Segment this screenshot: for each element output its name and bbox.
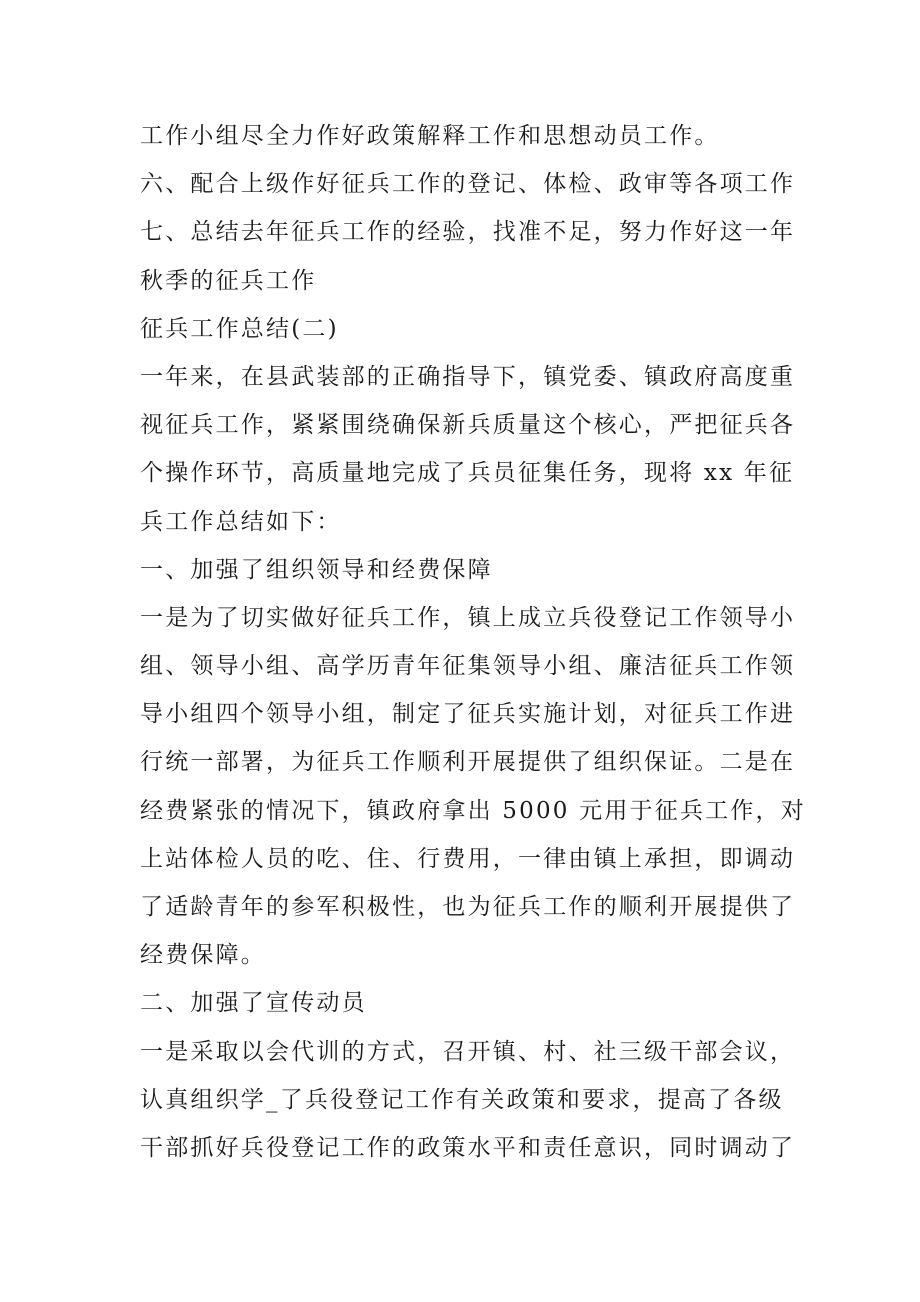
- heading-1: 一、加强了组织领导和经费保障: [140, 556, 493, 583]
- paragraph-1-line-3: 导小组四个领导小组，制定了征兵实施计划，对征兵工作进: [140, 701, 796, 728]
- paragraph-1-line-5: 经费紧张的情况下，镇政府拿出 5000 元用于征兵工作，对: [140, 797, 806, 824]
- list-item-7-continued: 秋季的征兵工作: [140, 267, 317, 294]
- paragraph-1-line-1: 一是为了切实做好征兵工作，镇上成立兵役登记工作领导小: [140, 604, 796, 631]
- document-body: [140, 112, 806, 1172]
- paragraph-1-line-6: 上站体检人员的吃、住、行费用，一律由镇上承担，即调动: [140, 845, 796, 872]
- paragraph-1-line-7: 了适龄青年的参军积极性，也为征兵工作的顺利开展提供了: [140, 894, 796, 920]
- intro-paragraph-line-3: 个操作环节，高质量地完成了兵员征集任务，现将 xx 年征: [140, 460, 795, 487]
- paragraph-2-line-1: 一是采取以会代训的方式，召开镇、村、社三级干部会议，: [140, 1038, 796, 1065]
- paragraph-1-line-8: 经费保障。: [140, 942, 266, 969]
- intro-paragraph-line-2: 视征兵工作，紧紧围绕确保新兵质量这个核心，严把征兵各: [140, 412, 796, 439]
- heading-2: 二、加强了宣传动员: [140, 990, 367, 1017]
- list-item-7: 七、总结去年征兵工作的经验，找准不足，努力作好这一年: [140, 219, 796, 246]
- section-title: 征兵工作总结(二): [140, 315, 339, 342]
- intro-paragraph-line-4: 兵工作总结如下：: [140, 508, 342, 535]
- paragraph-1-line-4: 行统一部署，为征兵工作顺利开展提供了组织保证。二是在: [140, 749, 796, 776]
- text-line-1: 工作小组尽全力作好政策解释工作和思想动员工作。: [140, 123, 720, 149]
- intro-paragraph-line-1: 一年来，在县武装部的正确指导下，镇党委、镇政府高度重: [140, 363, 796, 390]
- list-item-6: 六、配合上级作好征兵工作的登记、体检、政审等各项工作: [140, 171, 796, 198]
- paragraph-1-line-2: 组、领导小组、高学历青年征集领导小组、廉洁征兵工作领: [140, 653, 796, 680]
- paragraph-2-line-3: 干部抓好兵役登记工作的政策水平和责任意识，同时调动了: [140, 1134, 796, 1161]
- paragraph-2-line-2: 认真组织学_了兵役登记工作有关政策和要求，提高了各级: [140, 1086, 784, 1113]
